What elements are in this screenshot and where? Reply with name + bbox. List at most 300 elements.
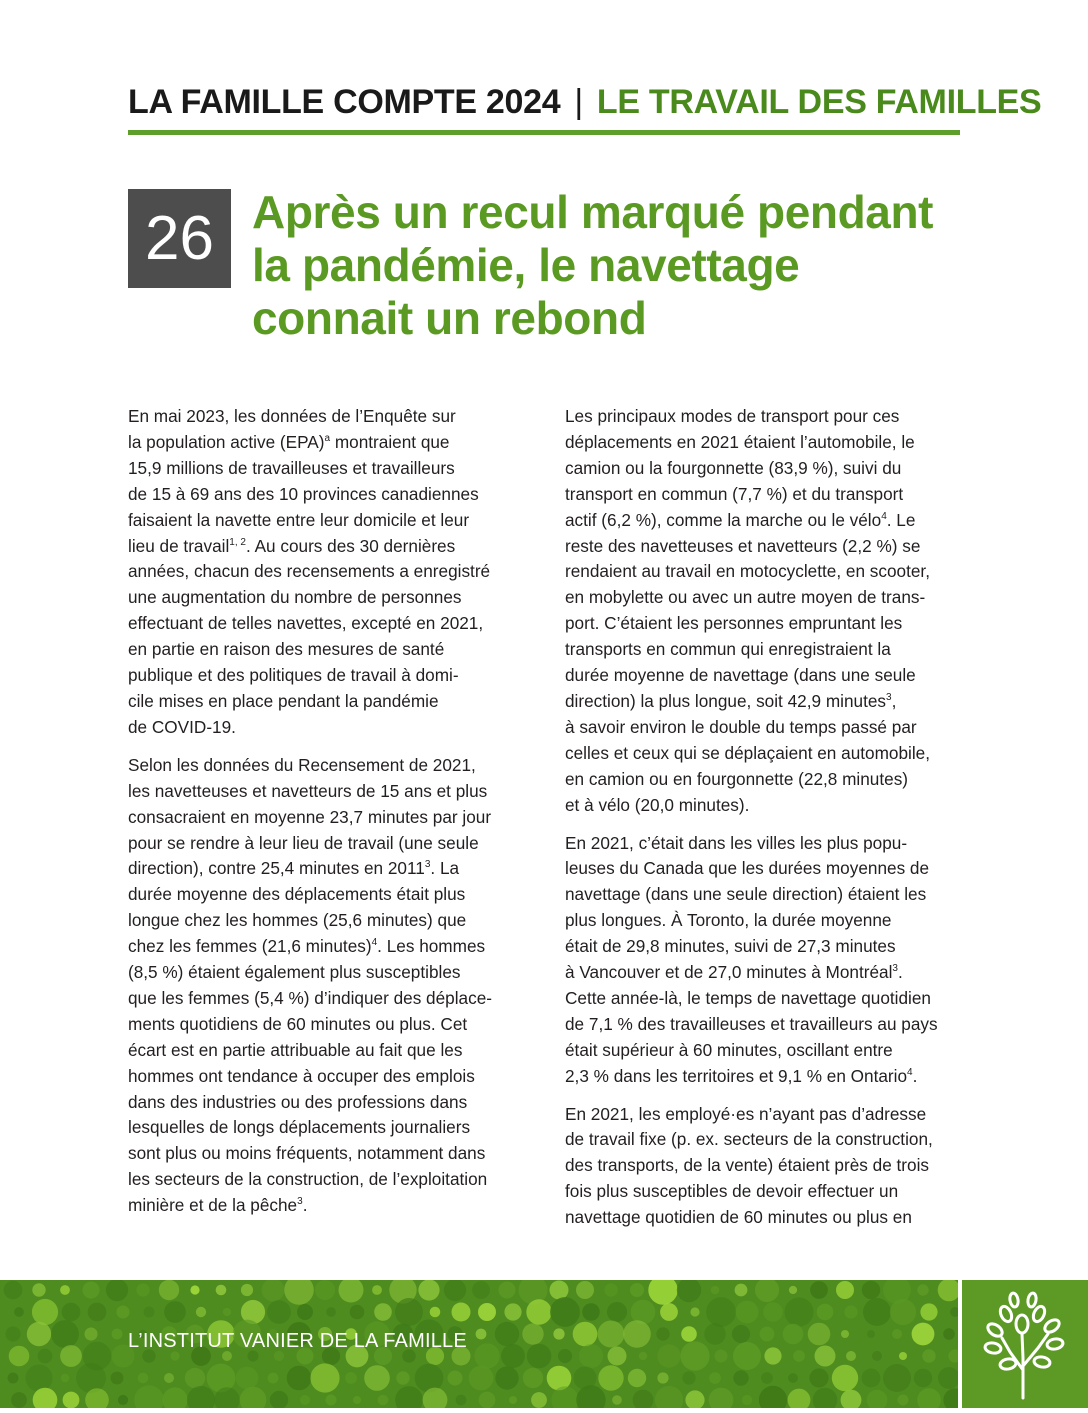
- text-run: montraient que: [330, 431, 450, 452]
- section-category: LE TRAVAIL DES FAMILLES: [596, 83, 1042, 121]
- text-line: [565, 793, 960, 819]
- text-run: de 7,1 % des travailleuses et travailleurs au pays: [565, 1013, 938, 1034]
- tree-logo-icon: [962, 1280, 1088, 1408]
- decorative-dot: [715, 1350, 728, 1363]
- decorative-dot: [262, 1280, 285, 1301]
- decorative-dot: [784, 1297, 813, 1326]
- decorative-dot: [9, 1346, 30, 1367]
- text-line: [128, 430, 520, 456]
- decorative-dot: [495, 1366, 518, 1389]
- decorative-dot: [27, 1322, 51, 1346]
- left-text-column: [128, 404, 520, 1231]
- decorative-dot: [11, 1392, 27, 1408]
- decorative-dot: [117, 1306, 130, 1319]
- decorative-dot: [841, 1330, 849, 1338]
- decorative-dot: [917, 1284, 928, 1295]
- text-run: leuses du Canada que les durées moyennes de: [565, 858, 930, 879]
- text-run: pour se rendre à leur lieu de travail (une seule: [128, 832, 479, 853]
- text-run: navettage (dans une seule direction) étaient les: [565, 884, 927, 905]
- text-run: la population active (EPA): [128, 431, 325, 452]
- decorative-dot: [764, 1347, 781, 1364]
- text-run: déplacements en 2021 étaient l’automobile, le: [565, 431, 915, 452]
- decorative-dot: [547, 1366, 572, 1391]
- decorative-dot: [185, 1368, 205, 1388]
- text-run: de travail fixe (p. ex. secteurs de la construction,: [565, 1129, 933, 1150]
- decorative-dot: [418, 1280, 439, 1301]
- decorative-dot: [788, 1373, 798, 1383]
- decorative-dot: [300, 1395, 310, 1405]
- decorative-dot: [598, 1365, 623, 1390]
- text-line: [128, 534, 520, 560]
- decorative-dot: [711, 1286, 720, 1295]
- text-run: .: [897, 962, 903, 983]
- decorative-dot: [63, 1392, 80, 1408]
- decorative-dot: [761, 1372, 773, 1384]
- decorative-dot: [950, 1307, 958, 1317]
- decorative-dot: [164, 1301, 186, 1323]
- text-line: [128, 482, 520, 508]
- header-rule: [128, 130, 960, 135]
- decorative-dot: [735, 1284, 748, 1297]
- text-run: port. C’étaient les personnes empruntant les: [565, 613, 903, 634]
- decorative-dot: [657, 1344, 680, 1367]
- decorative-dot: [76, 1363, 106, 1393]
- decorative-dot: [680, 1341, 709, 1370]
- decorative-dot: [808, 1323, 831, 1346]
- text-run: ,: [891, 690, 897, 711]
- decorative-dot: [948, 1349, 958, 1362]
- decorative-dot: [890, 1299, 916, 1325]
- text-line: [128, 960, 520, 986]
- text-line: [565, 1127, 960, 1153]
- text-line: [128, 1090, 520, 1116]
- decorative-dot: [374, 1303, 392, 1321]
- text-line: [128, 404, 520, 430]
- decorative-dot: [598, 1321, 625, 1348]
- decorative-dot: [550, 1281, 569, 1300]
- text-line: [565, 986, 960, 1012]
- decorative-dot: [867, 1330, 875, 1338]
- decorative-dot: [706, 1297, 736, 1327]
- decorative-dot: [350, 1305, 365, 1320]
- text-line: [565, 856, 960, 882]
- text-run: .: [302, 1195, 308, 1216]
- text-line: [128, 908, 520, 934]
- decorative-dot: [479, 1392, 496, 1408]
- decorative-dot: [558, 1349, 572, 1363]
- decorative-dot: [223, 1308, 231, 1316]
- decorative-dot: [922, 1349, 935, 1362]
- text-run: 15,9 millions de travailleuses et travailleurs: [128, 457, 455, 478]
- text-run: direction), contre 25,4 minutes en 2011: [128, 858, 425, 879]
- text-run: années, chacun des recensements a enregistré: [128, 561, 491, 582]
- decorative-dot: [867, 1390, 888, 1408]
- text-run: de 15 à 69 ans des 10 provinces canadiennes: [128, 483, 479, 504]
- text-line: [565, 585, 960, 611]
- text-line: [565, 767, 960, 793]
- decorative-dot: [872, 1351, 882, 1361]
- text-line: [128, 856, 520, 882]
- text-run: transports en commun qui enregistraient la: [565, 639, 891, 660]
- decorative-dot: [378, 1395, 389, 1406]
- text-run: sont plus ou moins fréquents, notamment dans: [128, 1143, 486, 1164]
- decorative-dot: [623, 1320, 651, 1348]
- decorative-dot: [862, 1369, 881, 1388]
- text-run: minière et de la pêche: [128, 1195, 298, 1216]
- decorative-dot: [788, 1389, 811, 1408]
- decorative-dot: [287, 1366, 312, 1391]
- decorative-dot: [815, 1346, 836, 1367]
- decorative-dot: [60, 1345, 82, 1367]
- text-line: [128, 585, 520, 611]
- paragraph: [565, 404, 960, 819]
- decorative-dot: [452, 1303, 471, 1322]
- text-run: actif (6,2 %), comme la marche ou le vélo: [565, 509, 882, 530]
- decorative-dot: [604, 1283, 617, 1296]
- decorative-dot: [164, 1373, 174, 1383]
- decorative-dot: [704, 1323, 726, 1345]
- decorative-dot: [917, 1388, 941, 1408]
- text-run: en partie en raison des mesures de santé: [128, 639, 445, 660]
- decorative-dot: [690, 1307, 699, 1316]
- decorative-dot: [573, 1322, 598, 1347]
- decorative-dot: [495, 1322, 519, 1346]
- text-run: en mobylette ou avec un autre moyen de trans-: [565, 587, 926, 608]
- text-run: (8,5 %) étaient également plus susceptibles: [128, 962, 461, 983]
- text-line: [565, 1038, 960, 1064]
- decorative-dot: [810, 1281, 828, 1299]
- text-line: [128, 1064, 520, 1090]
- decorative-dot: [240, 1387, 267, 1408]
- decorative-dot: [8, 1373, 19, 1384]
- text-run: . Les hommes: [377, 936, 486, 957]
- text-run: des transports, de la vente) étaient près de trois: [565, 1155, 930, 1176]
- footnote-reference: 3: [297, 1196, 303, 1208]
- decorative-dot: [846, 1351, 856, 1361]
- decorative-dot: [742, 1395, 752, 1405]
- text-run: longue chez les hommes (25,6 minutes) que: [128, 910, 467, 931]
- decorative-dot: [85, 1328, 98, 1341]
- text-line: [565, 1064, 960, 1090]
- decorative-dot: [763, 1302, 783, 1322]
- paragraph: [565, 831, 960, 1090]
- decorative-dot: [32, 1299, 58, 1325]
- text-run: ments quotidiens de 60 minutes ou plus. Cet: [128, 1013, 468, 1034]
- decorative-dot: [817, 1304, 834, 1321]
- text-run: que les femmes (5,4 %) d’indiquer des déplace-: [128, 987, 492, 1008]
- text-run: . Au cours des 30 dernières: [245, 535, 456, 556]
- decorative-dot: [677, 1280, 701, 1302]
- decorative-dot: [526, 1299, 551, 1324]
- decorative-dot: [938, 1367, 958, 1389]
- text-line: [128, 986, 520, 1012]
- decorative-dot: [478, 1303, 496, 1321]
- text-run: En 2021, les employé·es n’ayant pas d’adresse: [565, 1103, 927, 1124]
- running-header: [128, 80, 1042, 126]
- text-line: [128, 831, 520, 857]
- decorative-dot: [813, 1388, 838, 1408]
- decorative-dot: [476, 1329, 487, 1340]
- text-run: navettage quotidien de 60 minutes ou plus en: [565, 1207, 912, 1228]
- decorative-dot: [938, 1280, 958, 1301]
- text-line: [565, 456, 960, 482]
- text-line: [128, 689, 520, 715]
- decorative-dot: [284, 1280, 314, 1305]
- text-line: [128, 1167, 520, 1193]
- decorative-dot: [4, 1281, 23, 1300]
- text-line: [565, 1179, 960, 1205]
- decorative-dot: [912, 1323, 935, 1346]
- decorative-dot: [310, 1363, 339, 1392]
- decorative-dot: [499, 1282, 516, 1299]
- decorative-dot: [504, 1303, 521, 1320]
- text-run: était de 29,8 minutes, suivi de 27,3 minutes: [565, 936, 896, 957]
- decorative-dot: [339, 1280, 364, 1303]
- decorative-dot: [196, 1307, 206, 1317]
- decorative-dot: [456, 1395, 467, 1406]
- text-line: [565, 960, 960, 986]
- decorative-dot: [685, 1390, 704, 1408]
- decorative-dot: [836, 1281, 854, 1299]
- publication-title: LA FAMILLE COMPTE 2024: [128, 83, 561, 121]
- decorative-dot: [134, 1385, 164, 1408]
- decorative-dot: [709, 1372, 721, 1384]
- footnote-reference: 3: [424, 859, 431, 871]
- text-run: effectuant de telles navettes, excepté en 2021,: [128, 613, 484, 634]
- decorative-dot: [832, 1365, 858, 1391]
- decorative-dot: [630, 1283, 644, 1297]
- text-line: [128, 805, 520, 831]
- section-title: Après un recul marqué pendant la pandémie, le navettage connait un rebond: [252, 186, 934, 344]
- decorative-dot: [144, 1307, 155, 1318]
- organization-name: L’INSTITUT VANIER DE LA FAMILLE: [128, 1330, 467, 1352]
- text-line: [565, 908, 960, 934]
- decorative-dot: [892, 1329, 902, 1339]
- decorative-dot: [395, 1298, 423, 1326]
- footnote-reference: 4: [371, 937, 378, 949]
- decorative-dot: [682, 1371, 695, 1384]
- decorative-dot: [112, 1329, 123, 1340]
- text-run: écart est en partie attribuable au fait que les: [128, 1039, 463, 1060]
- decorative-dot: [38, 1349, 53, 1364]
- decorative-dot: [608, 1347, 627, 1366]
- text-run: transport en commun (7,7 %) et du transport: [565, 483, 904, 504]
- text-line: [128, 1193, 520, 1219]
- decorative-dot: [83, 1282, 100, 1299]
- text-run: direction) la plus longue, soit 42,9 minutes: [565, 690, 887, 711]
- text-run: . Le: [886, 509, 916, 530]
- footnote-reference: a: [324, 432, 331, 444]
- text-line: [565, 689, 960, 715]
- footnote-reference: 4: [907, 1066, 913, 1078]
- text-line: [565, 404, 960, 430]
- text-run: .: [912, 1065, 918, 1086]
- text-line: [128, 1141, 520, 1167]
- right-text-column: [565, 404, 960, 1243]
- text-run: hommes ont tendance à occuper des emplois: [128, 1065, 475, 1086]
- text-run: faisaient la navette entre leur domicile et leur: [128, 509, 470, 530]
- text-line: [565, 831, 960, 857]
- text-run: était supérieur à 60 minutes, oscillant entre: [565, 1039, 893, 1060]
- footnote-reference: 3: [886, 691, 892, 703]
- decorative-dot: [607, 1302, 627, 1322]
- decorative-dot: [138, 1373, 149, 1384]
- text-line: [565, 559, 960, 585]
- decorative-dot: [943, 1388, 958, 1408]
- decorative-dot: [576, 1281, 594, 1299]
- decorative-dot: [5, 1326, 20, 1341]
- text-run: Les principaux modes de transport pour ces: [565, 406, 900, 426]
- decorative-dot: [118, 1395, 128, 1405]
- decorative-dot: [789, 1286, 797, 1294]
- decorative-dot: [553, 1328, 564, 1339]
- decorative-dot: [681, 1326, 697, 1342]
- decorative-dot: [61, 1374, 69, 1382]
- decorative-dot: [914, 1369, 933, 1388]
- decorative-dot: [60, 1285, 70, 1295]
- section-number: 26: [128, 189, 231, 288]
- decorative-dot: [527, 1344, 552, 1369]
- text-run: une augmentation du nombre de personnes: [128, 587, 462, 608]
- decorative-dot: [297, 1304, 313, 1320]
- decorative-dot: [430, 1307, 441, 1318]
- text-run: lesquelles de longs déplacements journaliers: [128, 1117, 471, 1138]
- paragraph: [128, 404, 520, 741]
- decorative-dot: [372, 1285, 382, 1295]
- text-line: [128, 1115, 520, 1141]
- decorative-dot: [364, 1365, 390, 1391]
- decorative-dot: [190, 1285, 199, 1294]
- text-run: plus longues. À Toronto, la durée moyenne: [565, 910, 892, 931]
- decorative-dot: [326, 1307, 336, 1317]
- decorative-dot: [51, 1320, 79, 1348]
- decorative-dot: [270, 1391, 288, 1408]
- footnote-reference: 3: [892, 963, 898, 975]
- text-line: [565, 741, 960, 767]
- text-run: fois plus susceptibles de devoir effectuer un: [565, 1181, 899, 1202]
- decorative-dot: [755, 1280, 779, 1302]
- footnote-reference: 4: [881, 510, 887, 522]
- decorative-dot: [628, 1369, 646, 1387]
- decorative-dot: [267, 1300, 291, 1324]
- text-line: [128, 637, 520, 663]
- decorative-dot: [326, 1395, 337, 1406]
- decorative-dot: [863, 1298, 891, 1326]
- decorative-dot: [25, 1364, 52, 1391]
- decorative-dot: [579, 1344, 603, 1368]
- decorative-dot: [550, 1297, 580, 1327]
- text-run: rendaient au travail en motocyclette, en scooter,: [565, 561, 930, 582]
- text-line: [128, 508, 520, 534]
- text-line: [565, 882, 960, 908]
- decorative-dot: [136, 1283, 149, 1296]
- text-run: dans des industries ou des professions dans: [128, 1091, 468, 1112]
- text-line: [128, 882, 520, 908]
- text-run: Cette année-là, le temps de navettage quotidien: [565, 987, 931, 1008]
- decorative-dot: [32, 1283, 45, 1296]
- decorative-dot: [62, 1303, 81, 1322]
- text-run: en camion ou en fourgonnette (22,8 minutes): [565, 768, 909, 789]
- decorative-dot: [14, 1307, 24, 1317]
- decorative-dot: [633, 1390, 654, 1408]
- text-line: [128, 779, 520, 805]
- text-run: camion ou la fourgonnette (83,9 %), suivi du: [565, 457, 902, 478]
- decorative-dot: [353, 1396, 361, 1404]
- text-line: [565, 482, 960, 508]
- decorative-dot: [655, 1386, 683, 1408]
- decorative-dot: [657, 1372, 668, 1383]
- text-line: [128, 753, 520, 779]
- decorative-dot: [472, 1281, 490, 1299]
- text-run: les navetteuses et navetteurs de 15 ans et plus: [128, 780, 488, 801]
- text-run: cile mises en place pendant la pandémie: [128, 690, 439, 711]
- decorative-dot: [759, 1386, 787, 1408]
- decorative-dot: [162, 1387, 187, 1408]
- decorative-dot: [844, 1305, 857, 1318]
- text-run: 2,3 % dans les territoires et 9,1 % en Ontario: [565, 1065, 908, 1086]
- text-run: celles et ceux qui se déplaçaient en automobile,: [565, 742, 930, 763]
- text-line: [565, 1205, 960, 1231]
- decorative-dot: [268, 1373, 279, 1384]
- text-line: [565, 934, 960, 960]
- decorative-dot: [883, 1364, 911, 1392]
- decorative-dot: [509, 1396, 517, 1404]
- text-run: reste des navetteuses et navetteurs (2,2 %) se: [565, 535, 921, 556]
- decorative-dot: [582, 1303, 600, 1321]
- decorative-dot: [106, 1280, 128, 1301]
- decorative-dot: [809, 1368, 828, 1387]
- decorative-dot: [111, 1372, 124, 1385]
- decorative-dot: [639, 1352, 647, 1360]
- text-run: lieu de travail: [128, 535, 230, 556]
- text-run: consacraient en moyenne 23,7 minutes par jour: [128, 806, 492, 827]
- text-line: [128, 611, 520, 637]
- decorative-dot: [783, 1324, 804, 1345]
- footnote-reference: 1, 2: [229, 536, 246, 548]
- decorative-dot: [733, 1342, 761, 1370]
- decorative-dot: [241, 1284, 253, 1296]
- decorative-dot: [469, 1366, 494, 1391]
- text-run: et à vélo (20,0 minutes).: [565, 794, 750, 815]
- text-run: En 2021, c’était dans les villes les plus popu-: [565, 832, 908, 853]
- text-line: [565, 1153, 960, 1179]
- text-line: [565, 663, 960, 689]
- decorative-dot: [648, 1280, 677, 1305]
- text-run: durée moyenne de navettage (dans une seule: [565, 665, 916, 686]
- decorative-dot: [159, 1280, 179, 1300]
- decorative-dot: [216, 1285, 227, 1296]
- logo-panel: [962, 1280, 1088, 1408]
- decorative-dot: [88, 1303, 107, 1322]
- decorative-dot: [656, 1327, 669, 1340]
- text-line: [565, 1012, 960, 1038]
- decorative-dot: [345, 1372, 357, 1384]
- decorative-dot: [612, 1395, 622, 1405]
- decorative-dot: [660, 1303, 678, 1321]
- decorative-dot: [736, 1301, 759, 1324]
- decorative-dot: [793, 1350, 805, 1362]
- decorative-dot: [444, 1280, 466, 1301]
- text-run: . La: [430, 858, 460, 879]
- text-line: [565, 637, 960, 663]
- text-line: [128, 1012, 520, 1038]
- text-run: En mai 2023, les données de l’Enquête sur: [128, 406, 456, 426]
- text-line: [565, 508, 960, 534]
- decorative-dot: [920, 1303, 937, 1320]
- header-separator: |: [574, 83, 583, 121]
- decorative-dot: [522, 1323, 543, 1344]
- text-line: [128, 1038, 520, 1064]
